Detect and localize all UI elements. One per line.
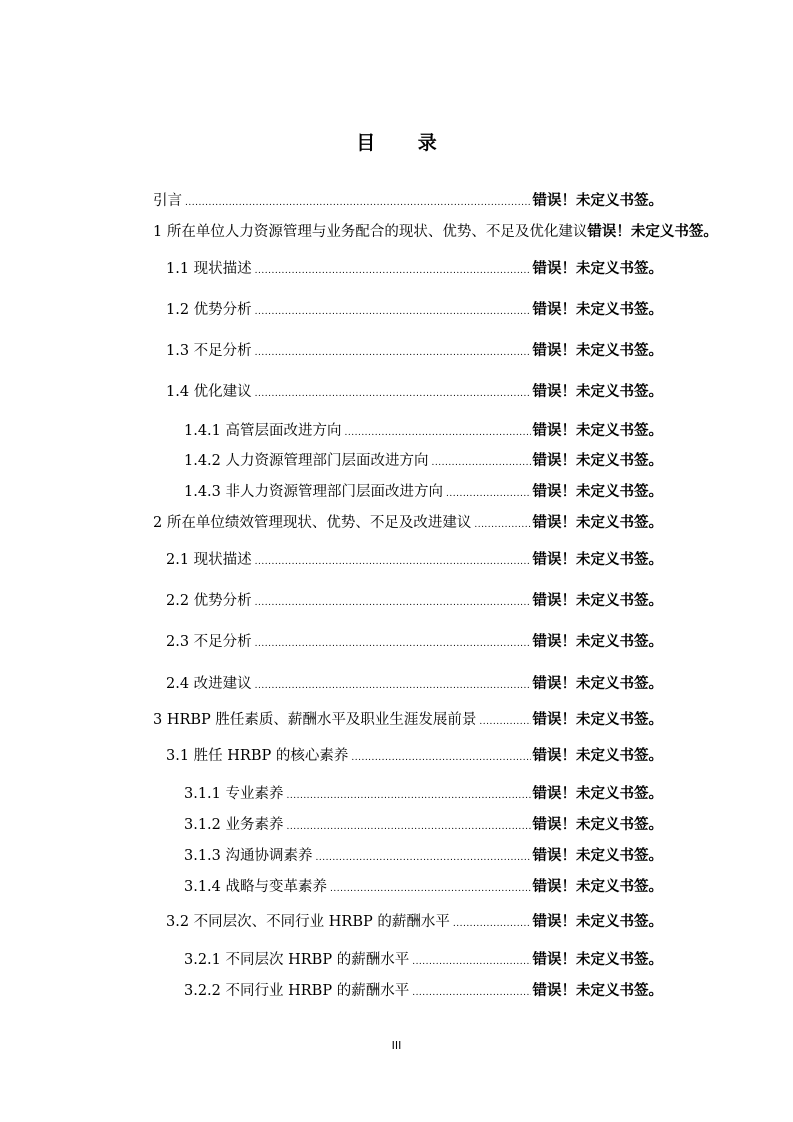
- toc-entry-ref: 错误！未定义书签。: [532, 514, 663, 531]
- toc-entry-title: 1.2 优势分析: [166, 302, 252, 318]
- toc-entry[interactable]: [184, 783, 663, 805]
- toc-entry-ref: 错误！未定义书签。: [532, 913, 663, 930]
- toc-entry-ref: 错误！未定义书签。: [532, 483, 663, 500]
- toc-leader-dots: [255, 301, 531, 323]
- toc-entry-title: 3.1.1 专业素养: [184, 786, 284, 802]
- toc-entry-title: 3.2 不同层次、不同行业 HRBP 的薪酬水平: [166, 914, 450, 930]
- toc-leader-dots: [287, 816, 531, 838]
- toc-entry[interactable]: [184, 980, 663, 1002]
- toc-entry[interactable]: [184, 420, 663, 442]
- toc-entry-title: 2.3 不足分析: [166, 634, 252, 650]
- toc-entry-ref: 错误！未定义书签。: [532, 383, 663, 400]
- toc-leader-dots: [185, 192, 531, 214]
- toc-entry[interactable]: [166, 590, 663, 612]
- toc-entry-ref: 错误！未定义书签。: [532, 847, 663, 864]
- toc-leader-dots: [330, 878, 530, 900]
- toc-entry[interactable]: [184, 481, 663, 503]
- toc-entry[interactable]: [166, 673, 663, 695]
- toc-leader-dots: [345, 422, 531, 444]
- toc-entry[interactable]: [166, 631, 663, 653]
- toc-leader-dots: [446, 483, 530, 505]
- toc-entry-ref: 错误！未定义书签。: [532, 633, 663, 650]
- toc-entry-ref: 错误！未定义书签。: [532, 422, 663, 439]
- toc-entry-title: 2.2 优势分析: [166, 593, 252, 609]
- toc-entry[interactable]: [184, 876, 663, 898]
- toc-entry-title: 2.1 现状描述: [166, 552, 252, 568]
- toc-entry-title: 3.2.1 不同层次 HRBP 的薪酬水平: [184, 952, 410, 968]
- page-number: III: [391, 1039, 402, 1052]
- toc-leader-dots: [255, 675, 531, 697]
- toc-leader-dots: [351, 747, 530, 769]
- toc-entry-ref: 错误！未定义书签。: [532, 301, 663, 318]
- toc-entry-ref: 错误！未定义书签。: [532, 785, 663, 802]
- toc-entry-ref: 错误！未定义书签。: [532, 747, 663, 764]
- toc-entry-ref: 错误！未定义书签。: [532, 192, 663, 209]
- toc-entry-title: 3.1.3 沟通协调素养: [184, 848, 313, 864]
- toc-leader-dots: [453, 913, 531, 935]
- toc-entry[interactable]: [166, 745, 663, 767]
- toc-entry-title: 1.4.3 非人力资源管理部门层面改进方向: [184, 484, 444, 500]
- toc-entry-ref: 错误！未定义书签。: [532, 260, 663, 277]
- toc-leader-dots: [255, 592, 531, 614]
- toc-entry-title: 引言: [153, 193, 182, 209]
- toc-entry-title: 2.4 改进建议: [166, 676, 252, 692]
- toc-entry[interactable]: [153, 512, 663, 534]
- toc-entry-title: 1.1 现状描述: [166, 261, 252, 277]
- toc-entry-ref: 错误！未定义书签。: [532, 982, 663, 999]
- toc-entry[interactable]: [166, 258, 663, 280]
- toc-entry-ref: 错误！未定义书签。: [532, 592, 663, 609]
- toc-entry-ref: 错误！未定义书签。: [532, 951, 663, 968]
- toc-entry-title: 2 所在单位绩效管理现状、优势、不足及改进建议: [153, 515, 472, 531]
- toc-entry-ref: 错误！未定义书签。: [532, 675, 663, 692]
- toc-leader-dots: [479, 711, 530, 733]
- toc-entry-title: 3.1.4 战略与变革素养: [184, 879, 328, 895]
- toc-entry[interactable]: [166, 299, 663, 321]
- toc-entry-title: 1.3 不足分析: [166, 343, 252, 359]
- toc-entry-ref: 错误！未定义书签。: [532, 711, 663, 728]
- toc-entry[interactable]: [153, 221, 773, 243]
- toc-entry[interactable]: [153, 709, 663, 731]
- toc-entry-title: 1.4 优化建议: [166, 384, 252, 400]
- toc-leader-dots: [255, 342, 531, 364]
- toc-leader-dots: [412, 951, 530, 973]
- toc-leader-dots: [474, 514, 530, 536]
- toc-entry-title: 3.2.2 不同行业 HRBP 的薪酬水平: [184, 983, 410, 999]
- toc-entry-title: 3.1 胜任 HRBP 的核心素养: [166, 748, 349, 764]
- toc-entry[interactable]: [184, 814, 663, 836]
- toc-entry[interactable]: [166, 549, 663, 571]
- toc-entry-ref: 错误！未定义书签。: [532, 551, 663, 568]
- toc-entry-title: 1.4.1 高管层面改进方向: [184, 423, 342, 439]
- toc-leader-dots: [255, 383, 531, 405]
- toc-entry-title: 3 HRBP 胜任素质、薪酬水平及职业生涯发展前景: [153, 712, 477, 728]
- toc-entry-ref: 错误！未定义书签。: [532, 878, 663, 895]
- toc-entry-ref: 错误！未定义书签。: [532, 452, 663, 469]
- toc-entry-title: 1.4.2 人力资源管理部门层面改进方向: [184, 453, 429, 469]
- toc-entry[interactable]: [184, 450, 663, 472]
- toc-entry[interactable]: [166, 911, 663, 933]
- toc-leader-dots: [316, 847, 531, 869]
- toc-entry-ref: 错误！未定义书签。: [587, 223, 718, 240]
- toc-leader-dots: [255, 633, 531, 655]
- toc-leader-dots: [255, 551, 531, 573]
- toc-entry[interactable]: [153, 190, 663, 212]
- toc-entry-title: 3.1.2 业务素养: [184, 817, 284, 833]
- toc-leader-dots: [255, 260, 531, 282]
- toc-entry[interactable]: [184, 845, 663, 867]
- toc-entry[interactable]: [166, 381, 663, 403]
- toc-leader-dots: [432, 452, 531, 474]
- toc-entry-ref: 错误！未定义书签。: [532, 816, 663, 833]
- toc-leader-dots: [287, 785, 531, 807]
- toc-entry[interactable]: [184, 949, 663, 971]
- page-title: 目 录: [356, 132, 455, 154]
- toc-entry[interactable]: [166, 340, 663, 362]
- toc-entry-ref: 错误！未定义书签。: [532, 342, 663, 359]
- toc-entry-title: 1 所在单位人力资源管理与业务配合的现状、优势、不足及优化建议: [153, 224, 588, 240]
- toc-leader-dots: [412, 982, 530, 1004]
